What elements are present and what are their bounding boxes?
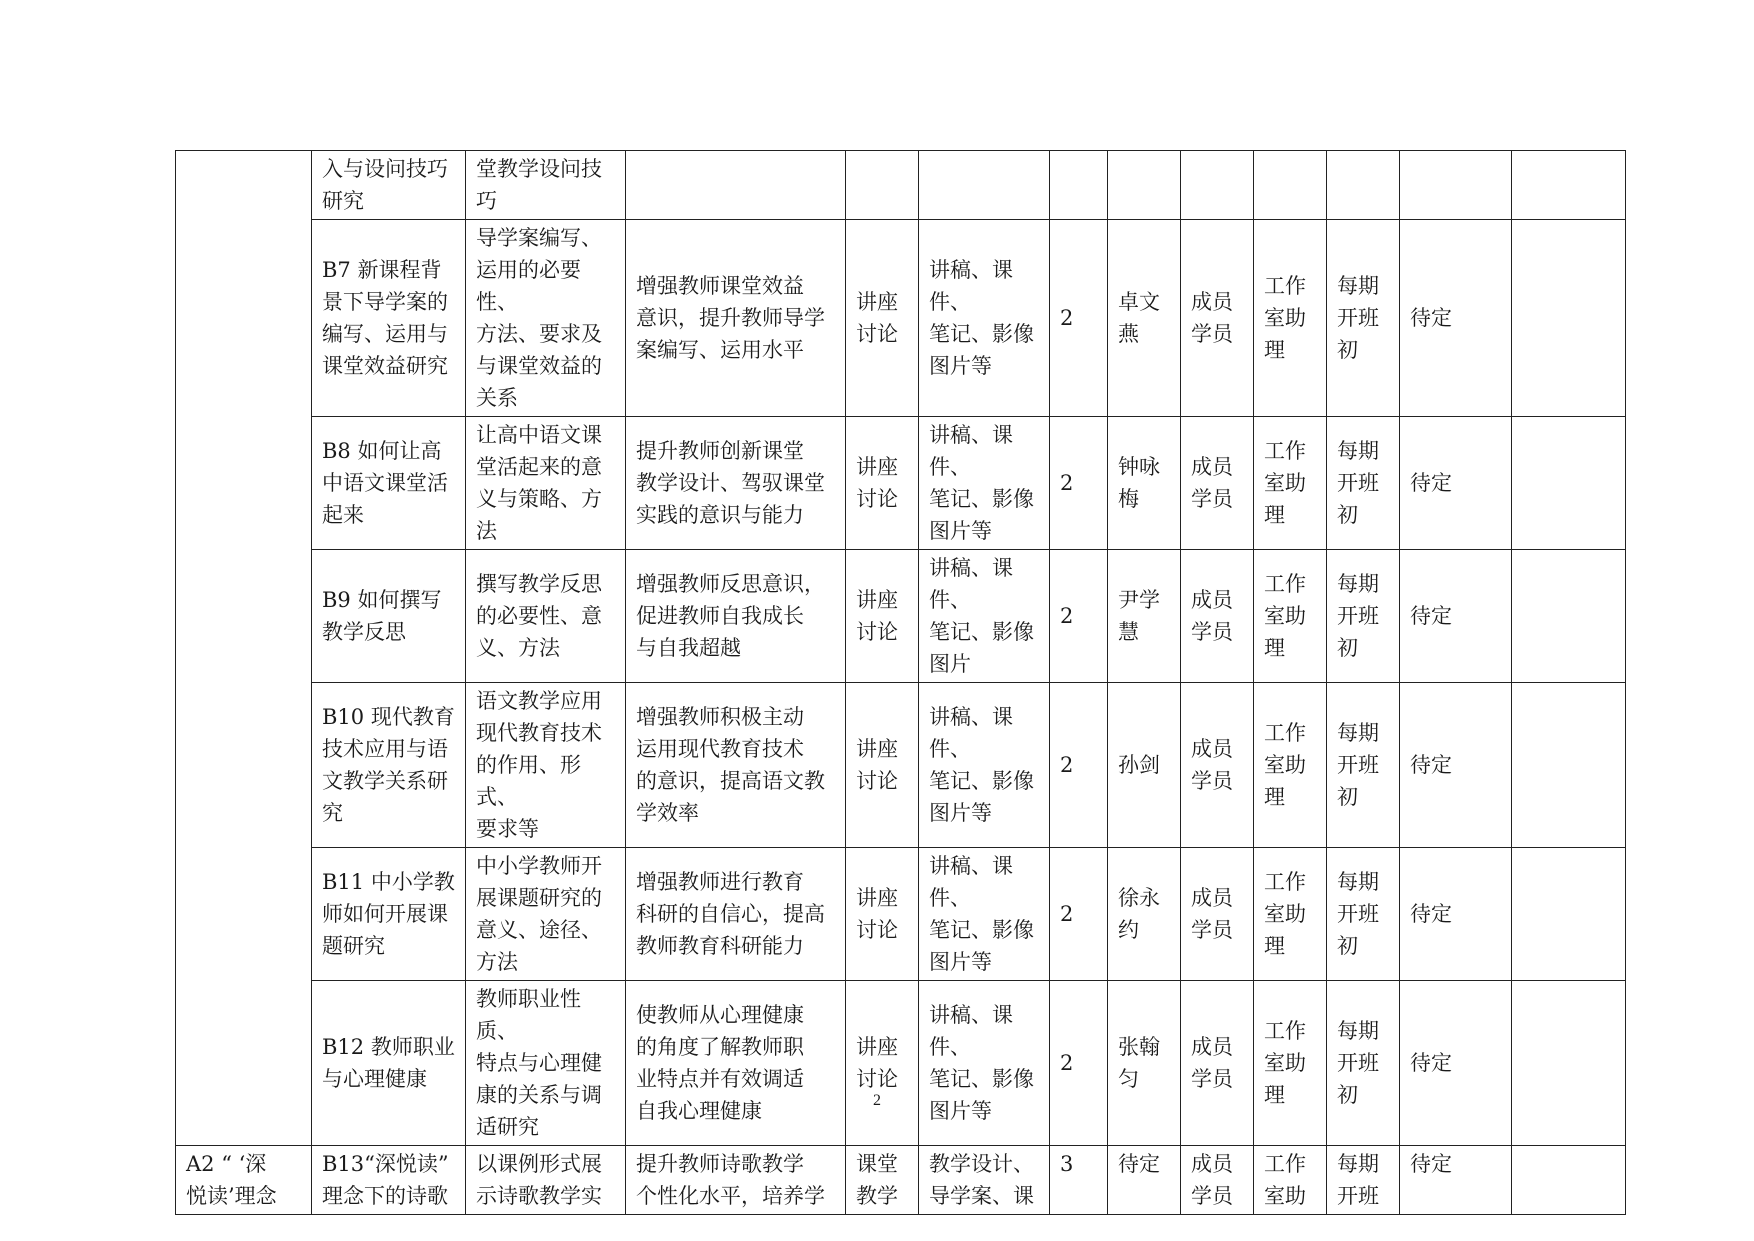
organizer-cell: 工作 室助 理 — [1254, 848, 1327, 981]
module-cell — [176, 151, 312, 1146]
time-cell: 每期 开班 初 — [1327, 417, 1400, 550]
content-cell: 让高中语文课 堂活起来的意 义与策略、方 法 — [466, 417, 626, 550]
hours-cell: 2 — [1050, 981, 1108, 1146]
topic-cell: B7 新课程背 景下导学案的 编写、运用与 课堂效益研究 — [312, 220, 466, 417]
output-cell: 讲稿、课件、 笔记、影像 图片等 — [919, 417, 1050, 550]
table-row — [176, 1146, 1626, 1215]
time-cell: 每期 开班 初 — [1327, 981, 1400, 1146]
output-cell: 教学设计、 导学案、课 — [919, 1146, 1050, 1215]
place-cell — [1400, 151, 1512, 220]
output-cell: 讲稿、课件、 笔记、影像 图片等 — [919, 981, 1050, 1146]
hours-cell: 2 — [1050, 683, 1108, 848]
place-cell: 待定 — [1400, 848, 1512, 981]
content-cell: 导学案编写、 运用的必要性、 方法、要求及 与课堂效益的 关系 — [466, 220, 626, 417]
goal-cell: 增强教师进行教育 科研的自信心，提高 教师教育科研能力 — [626, 848, 846, 981]
content-cell: 语文教学应用 现代教育技术 的作用、形式、 要求等 — [466, 683, 626, 848]
form-cell: 讲座 讨论 — [846, 981, 919, 1146]
time-cell: 每期 开班 初 — [1327, 683, 1400, 848]
content-cell: 堂教学设问技 巧 — [466, 151, 626, 220]
audience-cell: 成员 学员 — [1181, 1146, 1254, 1215]
training-plan-table — [175, 150, 1626, 1215]
note-cell — [1512, 220, 1626, 417]
output-cell: 讲稿、课件、 笔记、影像 图片 — [919, 550, 1050, 683]
lecturer-cell: 待定 — [1108, 1146, 1181, 1215]
topic-cell: B10 现代教育 技术应用与语 文教学关系研 究 — [312, 683, 466, 848]
note-cell — [1512, 683, 1626, 848]
hours-cell — [1050, 151, 1108, 220]
place-cell: 待定 — [1400, 1146, 1512, 1215]
topic-cell: B8 如何让高 中语文课堂活 起来 — [312, 417, 466, 550]
note-cell — [1512, 550, 1626, 683]
audience-cell — [1181, 151, 1254, 220]
module-cell: A2 “ ‘深 悦读’理念 — [176, 1146, 312, 1215]
goal-cell: 提升教师创新课堂 教学设计、驾驭课堂 实践的意识与能力 — [626, 417, 846, 550]
output-cell: 讲稿、课件、 笔记、影像 图片等 — [919, 848, 1050, 981]
time-cell: 每期 开班 — [1327, 1146, 1400, 1215]
goal-cell — [626, 151, 846, 220]
place-cell: 待定 — [1400, 220, 1512, 417]
audience-cell: 成员 学员 — [1181, 848, 1254, 981]
topic-cell: 入与设问技巧 研究 — [312, 151, 466, 220]
table-row — [176, 981, 1626, 1146]
table-row — [176, 683, 1626, 848]
time-cell: 每期 开班 初 — [1327, 220, 1400, 417]
topic-cell: B9 如何撰写 教学反思 — [312, 550, 466, 683]
hours-cell: 2 — [1050, 417, 1108, 550]
table-row — [176, 417, 1626, 550]
lecturer-cell: 卓文 燕 — [1108, 220, 1181, 417]
hours-cell: 3 — [1050, 1146, 1108, 1215]
form-cell: 讲座 讨论 — [846, 220, 919, 417]
hours-cell: 2 — [1050, 220, 1108, 417]
lecturer-cell: 尹学 慧 — [1108, 550, 1181, 683]
output-cell: 讲稿、课件、 笔记、影像 图片等 — [919, 683, 1050, 848]
topic-cell: B12 教师职业 与心理健康 — [312, 981, 466, 1146]
note-cell — [1512, 151, 1626, 220]
note-cell — [1512, 417, 1626, 550]
organizer-cell: 工作 室助 理 — [1254, 220, 1327, 417]
note-cell — [1512, 848, 1626, 981]
place-cell: 待定 — [1400, 683, 1512, 848]
organizer-cell: 工作 室助 理 — [1254, 981, 1327, 1146]
goal-cell: 增强教师积极主动 运用现代教育技术 的意识，提高语文教 学效率 — [626, 683, 846, 848]
content-cell: 以课例形式展 示诗歌教学实 — [466, 1146, 626, 1215]
output-cell — [919, 151, 1050, 220]
time-cell: 每期 开班 初 — [1327, 848, 1400, 981]
place-cell: 待定 — [1400, 981, 1512, 1146]
topic-cell: B13“深悦读” 理念下的诗歌 — [312, 1146, 466, 1215]
hours-cell: 2 — [1050, 550, 1108, 683]
organizer-cell: 工作 室助 理 — [1254, 417, 1327, 550]
lecturer-cell: 孙剑 — [1108, 683, 1181, 848]
goal-cell: 增强教师课堂效益 意识，提升教师导学 案编写、运用水平 — [626, 220, 846, 417]
table-row — [176, 848, 1626, 981]
form-cell: 课堂 教学 — [846, 1146, 919, 1215]
output-cell: 讲稿、课件、 笔记、影像 图片等 — [919, 220, 1050, 417]
organizer-cell — [1254, 151, 1327, 220]
time-cell: 每期 开班 初 — [1327, 550, 1400, 683]
organizer-cell: 工作 室助 理 — [1254, 683, 1327, 848]
goal-cell: 增强教师反思意识， 促进教师自我成长 与自我超越 — [626, 550, 846, 683]
form-cell — [846, 151, 919, 220]
lecturer-cell: 钟咏 梅 — [1108, 417, 1181, 550]
note-cell — [1512, 981, 1626, 1146]
goal-cell: 使教师从心理健康 的角度了解教师职 业特点并有效调适 自我心理健康 — [626, 981, 846, 1146]
audience-cell: 成员 学员 — [1181, 220, 1254, 417]
audience-cell: 成员 学员 — [1181, 550, 1254, 683]
goal-cell: 提升教师诗歌教学 个性化水平，培养学 — [626, 1146, 846, 1215]
content-cell: 撰写教学反思 的必要性、意 义、方法 — [466, 550, 626, 683]
form-cell: 讲座 讨论 — [846, 683, 919, 848]
time-cell — [1327, 151, 1400, 220]
table-row — [176, 550, 1626, 683]
table-row — [176, 151, 1626, 220]
table-row — [176, 220, 1626, 417]
lecturer-cell: 徐永 约 — [1108, 848, 1181, 981]
form-cell: 讲座 讨论 — [846, 550, 919, 683]
place-cell: 待定 — [1400, 417, 1512, 550]
organizer-cell: 工作 室助 理 — [1254, 550, 1327, 683]
audience-cell: 成员 学员 — [1181, 683, 1254, 848]
page-number: 2 — [873, 1092, 881, 1109]
audience-cell: 成员 学员 — [1181, 981, 1254, 1146]
organizer-cell: 工作 室助 — [1254, 1146, 1327, 1215]
content-cell: 教师职业性质、 特点与心理健 康的关系与调 适研究 — [466, 981, 626, 1146]
content-cell: 中小学教师开 展课题研究的 意义、途径、 方法 — [466, 848, 626, 981]
note-cell — [1512, 1146, 1626, 1215]
lecturer-cell: 张翰 匀 — [1108, 981, 1181, 1146]
hours-cell: 2 — [1050, 848, 1108, 981]
topic-cell: B11 中小学教 师如何开展课 题研究 — [312, 848, 466, 981]
lecturer-cell — [1108, 151, 1181, 220]
place-cell: 待定 — [1400, 550, 1512, 683]
form-cell: 讲座 讨论 — [846, 417, 919, 550]
audience-cell: 成员 学员 — [1181, 417, 1254, 550]
form-cell: 讲座 讨论 — [846, 848, 919, 981]
